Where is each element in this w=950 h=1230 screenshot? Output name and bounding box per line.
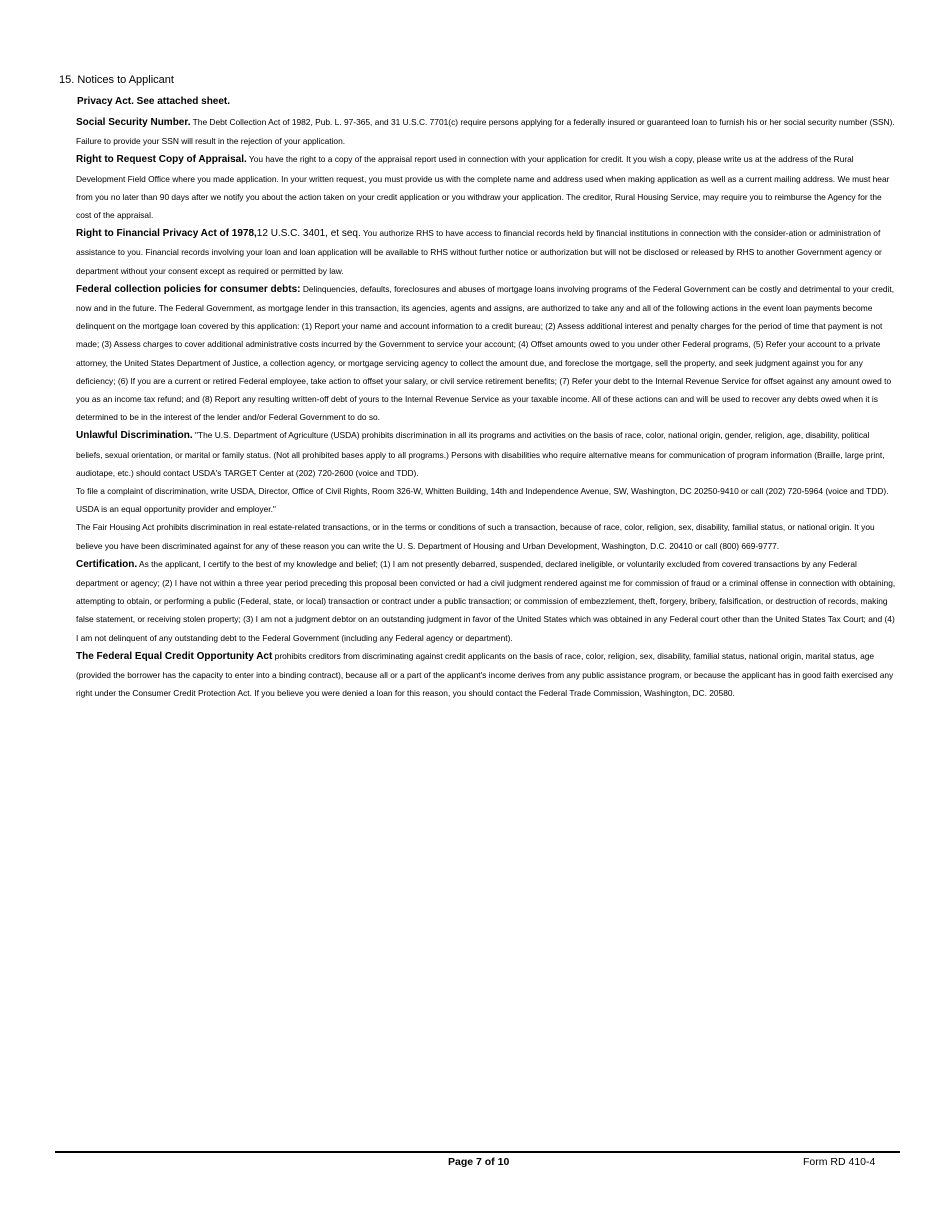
form-number: Form RD 410-4: [803, 1156, 876, 1168]
ssn-heading: Social Security Number.: [76, 117, 191, 128]
discrimination-complaint: To file a complaint of discrimination, write USDA, Director, Office of Civil Rights, Room 326-W, Whitten Building, 14th and Independence Avenue, SW, Washington, DC 20250-9410 or call (202) 720-5964 (voice and TDD). USDA is an equal opportunity provider and employer.": [76, 486, 889, 515]
discrimination-text: "The U.S. Department of Agriculture (USDA) prohibits discrimination in all its programs and activities on the basis of race, color, national origin, gender, religion, age, disability, political beliefs, sexual orientation, or marital or family status. (Not all prohibited bases apply to all programs.) Persons with disabilities who require alternative means for communication of program information (Braille, large print, audiotape, etc.) should contact USDA's TARGET Center at (202) 720-2600 (voice and TDD).: [76, 430, 885, 478]
ecoa-text: prohibits creditors from discriminating against credit applicants on the basis of race, color, religion, sex, disability, familial status, national origin, marital status, age (provided the borrower has the capacity to enter into a binding contract), because all or a part of the applicant's income derives from any public assistance program, or because the applicant has in good faith exercised any right under the Consumer Credit Protection Act. If you believe you were denied a loan for this reason, you should contact the Federal Trade Commission, Washington, DC. 20580.: [76, 650, 894, 699]
ssn-paragraph: [76, 113, 896, 150]
discrimination-heading: Unlawful Discrimination.: [76, 430, 193, 442]
discrimination-paragraph: [76, 426, 896, 482]
ssn-text: The Debt Collection Act of 1982, Pub. L. 97-365, and 31 U.S.C. 7701(c) require persons applying for a federally insured or guaranteed loan to furnish his or her social security number (SSN). Failure to provide your SSN will result in the rejection of your application.: [76, 117, 895, 147]
fair-housing-paragraph: The Fair Housing Act prohibits discrimination in real estate-related transactions, or in the terms or conditions of such a transaction, because of race, color, religion, sex, disability, familial status, or national origin. It you believe you have been discriminated against for any of these reason you can write the U. S. Department of Housing and Urban Development, Washington, D.C. 20410 or call (800) 669-9777.: [76, 522, 875, 551]
financial-privacy-paragraph: [76, 224, 896, 280]
appraisal-paragraph: [76, 150, 896, 224]
ecoa-heading: The Federal Equal Credit Opportunity Act: [76, 650, 273, 662]
financial-privacy-text: You authorize RHS to have access to financial records held by financial institutions in connection with the consider-ation or administration of assistance to you. Financial records involving your loan and loan application will be available to RHS without further notice or authorization but will not be disclosed or released by RHS to another Government agency or department without your consent except as required or permitted by law.: [76, 228, 882, 276]
ecoa-paragraph: [76, 647, 896, 703]
appraisal-heading: Right to Request Copy of Appraisal.: [76, 154, 247, 166]
footer-divider: [55, 1151, 900, 1153]
certification-heading: Certification.: [76, 558, 138, 570]
collection-heading: Federal collection policies for consumer debts:: [76, 283, 301, 295]
financial-privacy-citation: 12 U.S.C. 3401, et seq.: [256, 228, 361, 240]
collection-text: Delinquencies, defaults, foreclosures and abuses of mortgage loans involving programs of the Federal Government can be costly and detrimental to your credit, now and in the future. The Federal Government, as mortgage lender in this transaction, its agencies, agents and assigns, are authorized to take any and all of the following actions in the event loan payments become delinquent on the mortgage loan covered by this application: (1) Report your name and account information to a credit bureau; (2) Assess additional interest and penalty charges for the period of time that payment is not made; (3) Assess charges to cover additional administrative costs incurred by the Government to service your account; (4) Offset amounts owed to you under other Federal programs, (5) Refer your account to a private attorney, the United States Department of Justice, a collection agency, or mortgage servicing agency to collect the amount due, and foreclose the mortgage, sell the property, and seek judgment against you for any deficiency; (6) If you are a current or retired Federal employee, take action to offset your salary, or civil service retirement benefits; (7) Refer your debt to the Internal Revenue Service for offset against any amount owed to you as an income tax refund; and (8) Report any resulting written-off debt of yours to the Internal Revenue Service as your taxable income. All of these actions can and will be used to recover any debts owed when it is determined to be in the interest of the lender and/or Federal Government to do so.: [76, 283, 895, 423]
certification-paragraph: [76, 555, 896, 647]
privacy-act-note: Privacy Act. See attached sheet.: [77, 96, 231, 107]
appraisal-text: You have the right to a copy of the appraisal report used in connection with your application for credit. It you wish a copy, please write us at the address of the Rural Development Field Office where you made application. In your written request, you must provide us with the complete name and address used when making application as well as a current mailing address. We must hear from you no later than 90 days after we notify you about the action taken on your credit application or you withdraw your application. The creditor, Rural Housing Service, may require you to reimburse the Agency for the cost of the appraisal.: [76, 154, 890, 221]
notices-body: [76, 113, 896, 703]
certification-text: As the applicant, I certify to the best of my knowledge and belief; (1) I am not presently debarred, suspended, declared ineligible, or voluntarily excluded from covered transactions by any Federal department or agency; (2) I have not within a three year period preceding this proposal been convicted or had a civil judgment rendered against me for commission of fraud or a criminal offense in connection with obtaining, attempting to obtain, or performing a public (Federal, state, or local) transaction or contract under a public transaction; or commission of embezzlement, theft, forgery, bribery, falsification, or destruction of records, making false statement, or receiving stolen property; (3) I am not a judgment debtor on an outstanding judgment in favor of the United States which was obtained in any Federal court other than the United States Tax Court; and (4) I am not delinquent of any outstanding debt to the Federal Government (including any Federal agency or department).: [76, 558, 896, 643]
page-number: Page 7 of 10: [448, 1156, 510, 1168]
section-title: 15. Notices to Applicant: [59, 74, 174, 86]
collection-paragraph: [76, 280, 896, 427]
financial-privacy-heading: Right to Financial Privacy Act of 1978,: [76, 228, 257, 240]
